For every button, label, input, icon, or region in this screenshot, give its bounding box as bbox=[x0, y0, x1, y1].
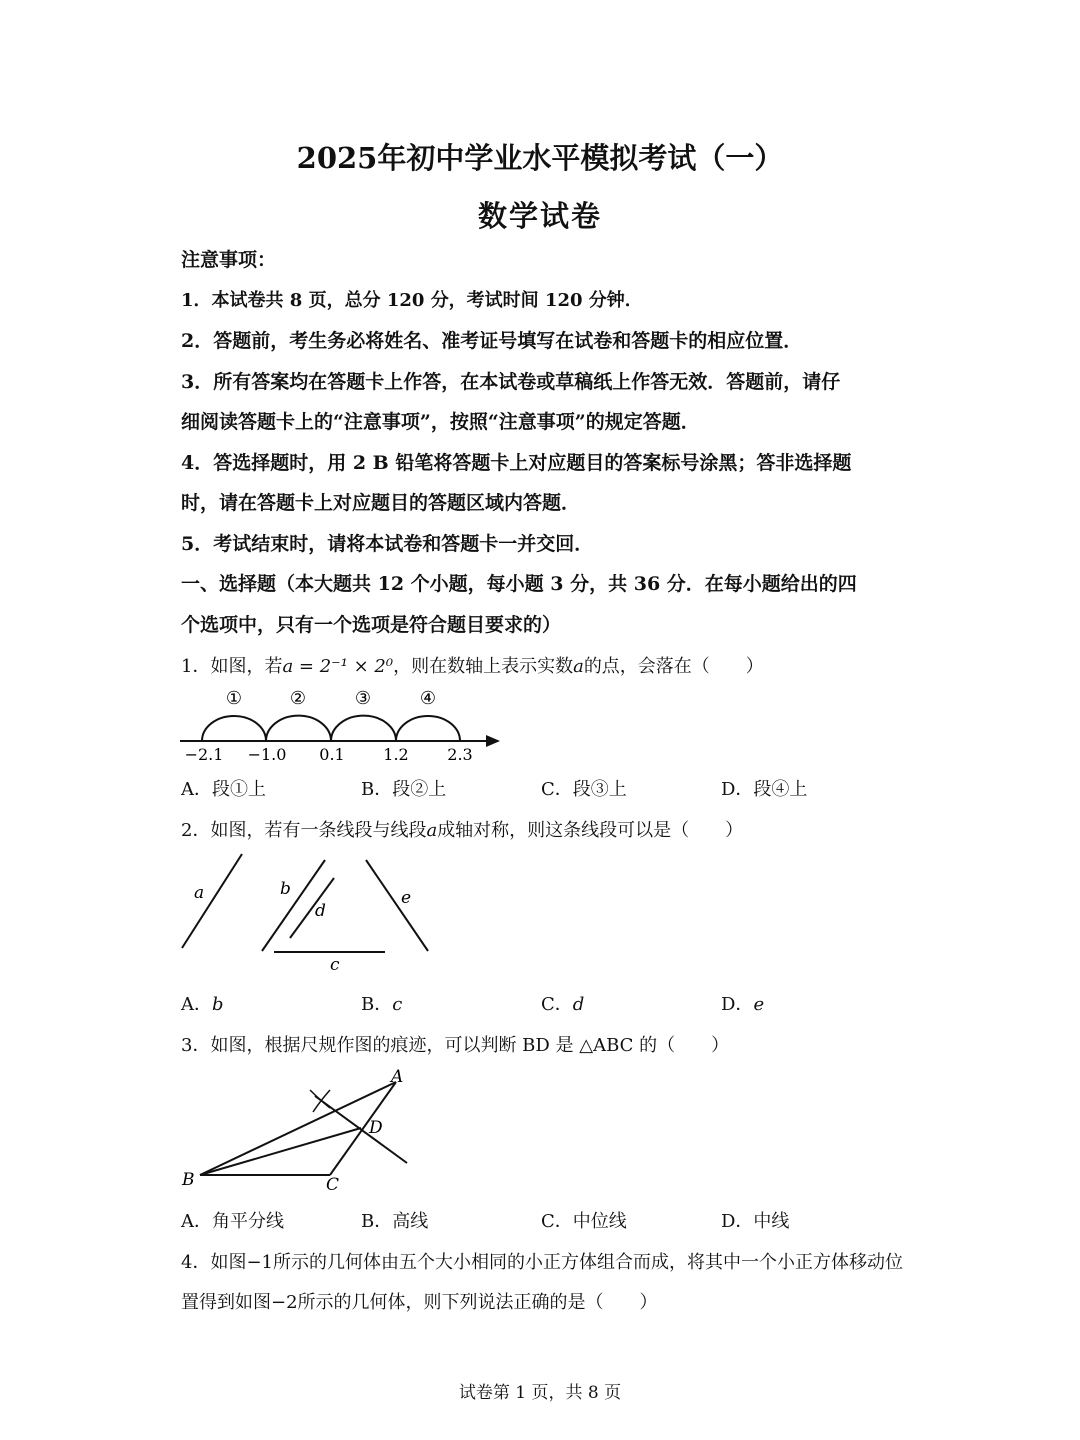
label-c: C bbox=[326, 1175, 340, 1195]
label-b: b bbox=[280, 879, 291, 899]
option-d[interactable]: D．段④上 bbox=[721, 779, 808, 800]
tick-label: −1.0 bbox=[247, 745, 287, 764]
notice-line: 2．答题前，考生务必将姓名、准考证号填写在试卷和答题卡的相应位置． bbox=[181, 330, 803, 352]
triangle-figure bbox=[170, 1060, 430, 1195]
tick-label: 2.3 bbox=[447, 745, 473, 764]
notice-line: 3．所有答案均在答题卡上作答，在本试卷或草稿纸上作答无效．答题前，请仔 bbox=[181, 371, 841, 393]
section-heading: 一、选择题（本大题共 12 个小题，每小题 3 分，共 36 分．在每小题给出的四 bbox=[181, 573, 857, 595]
side-ba bbox=[200, 1082, 396, 1175]
notice-line: 4．答选择题时，用 2 B 铅笔将答题卡上对应题目的答案标号涂黑；答非选择题 bbox=[181, 452, 852, 474]
option-d[interactable]: D．中线 bbox=[721, 1211, 790, 1232]
question-4-stem: 置得到如图−2所示的几何体，则下列说法正确的是（ ） bbox=[181, 1292, 658, 1313]
segment-arc-4 bbox=[396, 716, 460, 741]
arrow-head bbox=[486, 735, 500, 747]
notice-heading: 注意事项： bbox=[181, 249, 277, 271]
option-b[interactable]: B．c bbox=[361, 994, 403, 1015]
label-a: A bbox=[391, 1067, 404, 1087]
question-1-stem: 1．如图，若a = 2⁻¹ × 2⁰，则在数轴上表示实数a的点，会落在（ ） bbox=[181, 656, 764, 677]
label-e: e bbox=[401, 888, 412, 908]
notice-line: 1．本试卷共 8 页，总分 120 分，考试时间 120 分钟． bbox=[181, 290, 643, 311]
segment-e bbox=[366, 860, 428, 951]
segment-label: ① bbox=[225, 688, 243, 709]
section-heading: 个选项中，只有一个选项是符合题目要求的） bbox=[181, 614, 562, 636]
segment-label: ④ bbox=[419, 688, 437, 709]
exam-title: 2025年初中学业水平模拟考试（一） bbox=[296, 141, 784, 175]
segment-label: ② bbox=[289, 688, 307, 709]
segment-a bbox=[182, 854, 242, 948]
tick-label: 1.2 bbox=[383, 745, 409, 764]
option-c[interactable]: C．段③上 bbox=[541, 779, 627, 800]
exam-subtitle: 数学试卷 bbox=[477, 199, 602, 233]
label-b: B bbox=[182, 1170, 195, 1190]
bisector-line bbox=[315, 1096, 407, 1163]
option-d[interactable]: D．e bbox=[721, 994, 765, 1015]
number-line-figure bbox=[170, 682, 520, 767]
option-b[interactable]: B．高线 bbox=[361, 1211, 429, 1232]
option-c[interactable]: C．中位线 bbox=[541, 1211, 627, 1232]
option-a[interactable]: A．段①上 bbox=[181, 779, 266, 800]
tick-label: −2.1 bbox=[184, 745, 224, 764]
segment-label: ③ bbox=[354, 688, 372, 709]
notice-line: 5．考试结束时，请将本试卷和答题卡一并交回． bbox=[181, 533, 594, 555]
segment-arc-3 bbox=[331, 716, 396, 741]
segment-bd bbox=[200, 1128, 361, 1175]
option-c[interactable]: C．d bbox=[541, 994, 585, 1015]
label-d: d bbox=[315, 901, 326, 921]
page-footer: 试卷第 1 页，共 8 页 bbox=[458, 1383, 622, 1403]
construction-arc bbox=[313, 1090, 330, 1112]
formula: a = 2⁻¹ × 2⁰ bbox=[282, 656, 394, 677]
segments-figure bbox=[170, 848, 450, 978]
question-3-stem: 3．如图，根据尺规作图的痕迹，可以判断 BD 是 △ABC 的（ ） bbox=[181, 1035, 730, 1056]
label-a: a bbox=[194, 883, 205, 903]
side-ac bbox=[330, 1082, 396, 1175]
segment-arc-2 bbox=[266, 716, 331, 741]
option-a[interactable]: A．角平分线 bbox=[181, 1211, 284, 1232]
question-2-stem: 2．如图，若有一条线段与线段a成轴对称，则这条线段可以是（ ） bbox=[181, 820, 744, 841]
label-c: c bbox=[330, 955, 340, 975]
option-a[interactable]: A．b bbox=[181, 994, 224, 1015]
segment-d bbox=[290, 878, 334, 938]
notice-line: 时，请在答题卡上对应题目的答题区域内答题． bbox=[181, 492, 581, 514]
tick-label: 0.1 bbox=[319, 745, 345, 764]
label-d: D bbox=[369, 1118, 383, 1138]
question-4-stem: 4．如图−1所示的几何体由五个大小相同的小正方体组合而成，将其中一个小正方体移动位 bbox=[181, 1252, 903, 1273]
segment-arc-1 bbox=[202, 716, 266, 741]
notice-line: 细阅读答题卡上的“注意事项”，按照“注意事项”的规定答题． bbox=[181, 411, 700, 433]
option-b[interactable]: B．段②上 bbox=[361, 779, 447, 800]
